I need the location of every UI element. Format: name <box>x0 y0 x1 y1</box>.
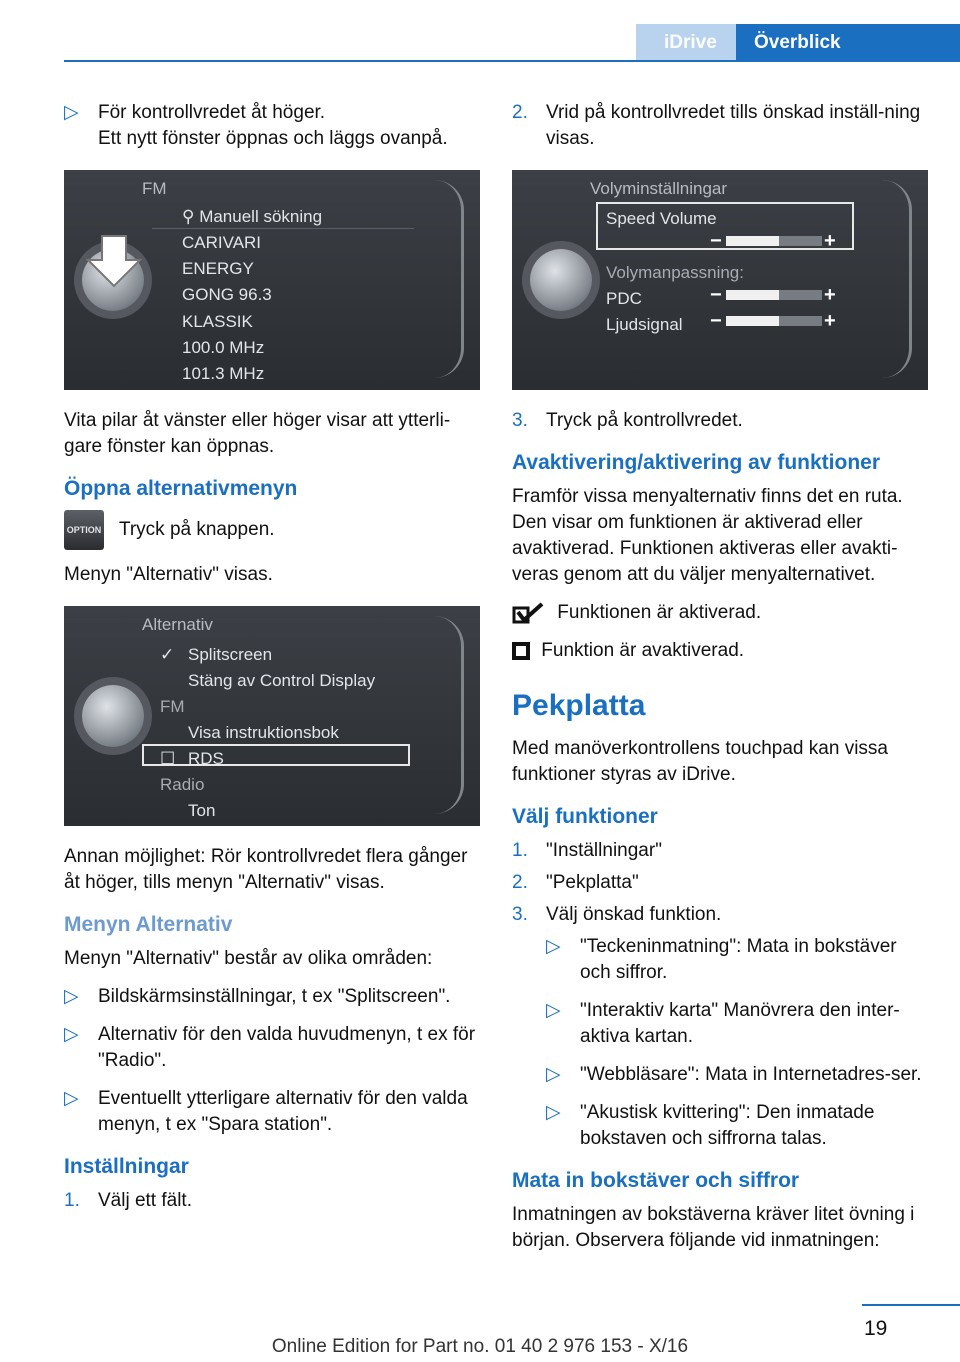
heading-touchpad: Pekplatta <box>512 689 646 722</box>
minus-icon: − <box>710 284 722 306</box>
menu-row: Splitscreen <box>188 645 273 664</box>
numbered-item <box>512 870 928 896</box>
numbered-item <box>512 408 928 434</box>
bullet-text: "Interaktiv karta" Manövrera den inter‐aktiva kartan. <box>580 1000 900 1047</box>
bullet-item <box>64 1086 480 1138</box>
number-marker: 2. <box>512 872 528 893</box>
number-marker: 1. <box>512 840 528 861</box>
bullet-text: Eventuellt ytterligare alternativ för den valda menyn, t ex "Spara station". <box>98 1088 468 1135</box>
menu-group: Radio <box>160 775 205 794</box>
bullet-text: Bildskärmsinställningar, t ex "Splitscreen". <box>98 986 451 1007</box>
step-text: "Inställningar" <box>546 840 662 861</box>
bullet-text: Alternativ för den valda huvudmenyn, t ex för "Radio". <box>98 1024 476 1071</box>
paragraph: Annan möjlighet: Rör kontrollvredet flera gånger åt höger, tills menyn "Alternativ" visas. <box>64 846 468 893</box>
numbered-item <box>64 1188 480 1214</box>
plus-icon: + <box>824 284 836 306</box>
minus-icon: − <box>710 230 722 252</box>
controller-knob <box>530 249 592 311</box>
paragraph: Menyn "Alternativ" består av olika områden: <box>64 948 433 969</box>
volume-adjust-label: Volymanpassning: <box>606 263 744 282</box>
triangle-marker: ▷ <box>546 936 561 957</box>
header-section: iDrive <box>664 32 717 53</box>
bullet-text: "Akustisk kvittering": Den inmatade bokstaven och siffrorna talas. <box>580 1102 875 1149</box>
triangle-marker: ▷ <box>546 1000 561 1021</box>
option-text: Tryck på knappen. <box>118 519 275 541</box>
header-rule <box>64 60 960 62</box>
status-on-line <box>512 600 928 626</box>
triangle-marker: ▷ <box>546 1064 561 1085</box>
signal-label: Ljudsignal <box>606 315 683 334</box>
screen-title: Alternativ <box>142 615 213 634</box>
plus-icon: + <box>824 310 836 332</box>
sub-bullet-item <box>546 1100 928 1152</box>
screen-title: Volyminställningar <box>590 179 728 198</box>
signal-bar <box>726 316 822 326</box>
option-button-icon: OPTION <box>64 510 104 550</box>
sub-bullet-item <box>546 934 928 986</box>
screenshot-alternativ <box>64 606 480 826</box>
arrow-down-icon <box>86 234 142 290</box>
footer-edition: Online Edition for Part no. 01 40 2 976 153 - X/16 <box>271 1336 689 1357</box>
footer-rule <box>862 1304 960 1306</box>
bullet-item <box>64 1022 480 1074</box>
bullet-text: "Webbläsare": Mata in Internetadres‐ser. <box>580 1064 922 1085</box>
station-item: 100.0 MHz <box>182 338 265 357</box>
page-number: 19 <box>864 1317 888 1340</box>
numbered-item <box>512 902 928 928</box>
number-marker: 1. <box>64 1190 80 1211</box>
heading-menu-alternativ: Menyn Alternativ <box>64 913 233 936</box>
sub-bullet-item <box>546 998 928 1050</box>
heading-option-menu: Öppna alternativmenyn <box>64 477 298 500</box>
screenshot-fm <box>64 170 480 390</box>
bullet-text: För kontrollvredet åt höger. <box>98 102 326 123</box>
screen-arc <box>434 180 464 378</box>
status-off-line <box>512 638 928 664</box>
header-tab: Överblick <box>736 24 960 60</box>
step-text: Välj önskad funktion. <box>546 904 722 925</box>
menu-row: RDS <box>188 749 224 768</box>
triangle-marker: ▷ <box>64 102 79 123</box>
station-item: 101.3 MHz <box>182 364 265 383</box>
number-marker: 2. <box>512 102 528 123</box>
bullet-item <box>64 984 480 1010</box>
menu-group: FM <box>160 697 185 716</box>
option-line <box>64 510 480 550</box>
check-icon: ✓ <box>160 645 175 664</box>
status-on-text: Funktionen är aktiverad. <box>557 602 762 623</box>
search-icon: ⚲ <box>182 207 195 226</box>
paragraph: Inmatningen av bokstäverna kräver litet övning i början. Observera följande vid inmatningen: <box>512 1204 915 1251</box>
pdc-bar <box>726 290 822 300</box>
step-text: Vrid på kontrollvredet tills önskad inställ‐ning visas. <box>546 102 921 149</box>
triangle-marker: ▷ <box>546 1102 561 1123</box>
checkbox-icon <box>512 642 530 660</box>
heading-select-functions: Välj funktioner <box>512 805 658 828</box>
paragraph: Menyn "Alternativ" visas. <box>64 564 273 585</box>
numbered-item <box>512 100 928 152</box>
right-column <box>512 100 928 1266</box>
controller-knob <box>82 685 144 747</box>
station-item: CARIVARI <box>182 233 262 252</box>
heading-deactivation: Avaktivering/aktivering av funktioner <box>512 451 881 474</box>
pdc-label: PDC <box>606 289 642 308</box>
heading-settings: Inställningar <box>64 1155 189 1178</box>
station-item: GONG 96.3 <box>182 285 272 304</box>
paragraph: Framför vissa menyalternativ finns det en ruta. Den visar om funktionen är aktiverad eller avaktiverad. Funktionen aktiveras eller avakti‐veras genom att du väljer menyalternativet. <box>512 486 903 585</box>
search-item: ⚲ Manuell sökning <box>182 207 323 226</box>
triangle-marker: ▷ <box>64 1088 79 1109</box>
selection-box <box>142 744 410 766</box>
step-text: "Pekplatta" <box>546 872 639 893</box>
numbered-item <box>512 838 928 864</box>
sub-list <box>546 934 928 1152</box>
bullet-item <box>64 100 480 152</box>
number-marker: 3. <box>512 410 528 431</box>
status-off-text: Funktion är avaktiverad. <box>541 640 745 661</box>
left-column <box>64 100 480 1226</box>
screen-arc <box>882 180 912 378</box>
number-marker: 3. <box>512 904 528 925</box>
divider <box>152 228 414 229</box>
menu-row: Visa instruktionsbok <box>188 723 339 742</box>
heading-input: Mata in bokstäver och siffror <box>512 1169 800 1192</box>
screenshot-volume <box>512 170 928 390</box>
step-text: Välj ett fält. <box>98 1190 192 1211</box>
plus-icon: + <box>824 230 836 252</box>
paragraph: Med manöverkontrollens touchpad kan vissa funktioner styras av iDrive. <box>512 738 888 785</box>
station-item: ENERGY <box>182 259 254 278</box>
paragraph: Vita pilar åt vänster eller höger visar att ytterli‐gare fönster kan öppnas. <box>64 410 451 457</box>
checkbox-icon: ☐ <box>160 749 176 768</box>
screen-arc <box>434 616 464 814</box>
speed-volume-label: Speed Volume <box>606 209 717 228</box>
bullet-text: "Teckeninmatning": Mata in bokstäver och siffror. <box>580 936 897 983</box>
triangle-marker: ▷ <box>64 986 79 1007</box>
menu-row: Ton <box>188 801 216 820</box>
screen-title: FM <box>142 179 167 198</box>
bullet-continuation: Ett nytt fönster öppnas och läggs ovanpå. <box>98 128 448 149</box>
speed-volume-bar <box>726 236 822 246</box>
menu-row: Stäng av Control Display <box>188 671 376 690</box>
station-item: KLASSIK <box>182 312 253 331</box>
triangle-marker: ▷ <box>64 1024 79 1045</box>
step-text: Tryck på kontrollvredet. <box>546 410 743 431</box>
check-icon <box>512 602 546 624</box>
minus-icon: − <box>710 310 722 332</box>
sub-bullet-item <box>546 1062 928 1088</box>
